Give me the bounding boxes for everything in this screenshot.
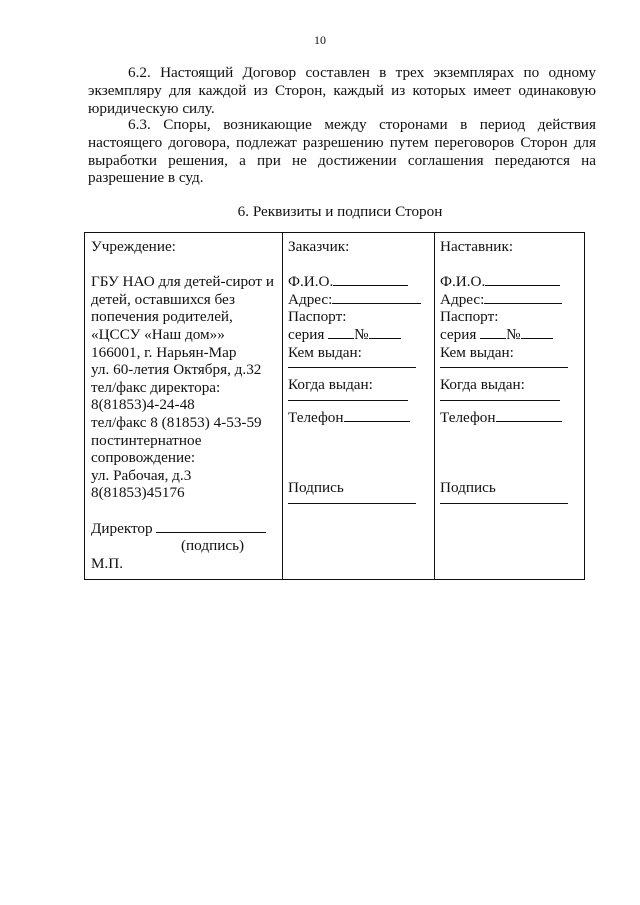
- mentor-phone-label: Телефон: [440, 408, 496, 426]
- customer-fio-label: Ф.И.О.: [288, 273, 334, 291]
- institution-line: постинтернатное: [91, 431, 202, 449]
- institution-line: тел/факс директора:: [91, 378, 221, 396]
- mentor-issued-when-field[interactable]: [440, 394, 560, 401]
- paragraph-6-3: 6.3. Споры, возникающие между сторонами в период действия настоящего договора, подлежат разрешению путем переговоров Сторон для выработки решения, а при не достижении соглашения передаются на разрешение в суд.: [88, 116, 596, 187]
- page-number: 10: [314, 33, 326, 47]
- signature-caption: (подпись): [181, 537, 245, 555]
- customer-signature-label: Подпись: [288, 479, 344, 497]
- mentor-signature-field[interactable]: [440, 497, 568, 504]
- customer-series-label: серия: [288, 325, 325, 343]
- institution-line: 8(81853)4-24-48: [91, 396, 195, 414]
- institution-line: 8(81853)45176: [91, 484, 185, 502]
- mentor-passport-label: Паспорт:: [440, 308, 499, 326]
- mentor-signature-label: Подпись: [440, 479, 496, 497]
- customer-address-label: Адрес:: [288, 290, 333, 308]
- mentor-number-label: №: [506, 325, 521, 343]
- institution-line: детей, оставшихся без: [91, 290, 235, 308]
- mentor-issued-when-label: Когда выдан:: [440, 376, 525, 394]
- customer-number-field[interactable]: [369, 326, 401, 339]
- director-label: Директор: [91, 519, 153, 537]
- mentor-number-field[interactable]: [521, 326, 553, 339]
- customer-heading: Заказчик:: [288, 238, 350, 255]
- customer-passport-label: Паспорт:: [288, 308, 347, 326]
- customer-phone-field[interactable]: [344, 409, 410, 422]
- institution-line: 166001, г. Нарьян-Мар: [91, 343, 237, 361]
- customer-issued-when-label: Когда выдан:: [288, 376, 373, 394]
- paragraph-6-2: 6.2. Настоящий Договор составлен в трех экземплярах по одному экземпляру для каждой из Сторон, каждый из которых имеет одинаковую юридическую силу.: [88, 64, 596, 117]
- customer-issued-by-label: Кем выдан:: [288, 343, 362, 361]
- mentor-column: [434, 233, 586, 579]
- section-title: 6. Реквизиты и подписи Сторон: [237, 203, 443, 220]
- customer-phone-label: Телефон: [288, 408, 344, 426]
- customer-issued-by-field[interactable]: [288, 361, 416, 368]
- mentor-fio-label: Ф.И.О.: [440, 273, 486, 291]
- mentor-heading: Наставник:: [440, 238, 514, 255]
- director-signature-field[interactable]: [156, 520, 266, 533]
- mentor-address-field[interactable]: [484, 291, 562, 304]
- institution-line: «ЦССУ «Наш дом»»: [91, 325, 225, 343]
- institution-line: ул. Рабочая, д.3: [91, 466, 192, 484]
- institution-line: ГБУ НАО для детей-сирот и: [91, 273, 274, 291]
- stamp-label: М.П.: [91, 554, 124, 572]
- institution-line: ул. 60-летия Октября, д.32: [91, 361, 262, 379]
- customer-number-label: №: [354, 325, 369, 343]
- institution-heading: Учреждение:: [91, 238, 176, 255]
- mentor-series-field[interactable]: [480, 326, 506, 339]
- customer-signature-field[interactable]: [288, 497, 416, 504]
- requisites-table: [84, 232, 585, 580]
- customer-issued-when-field[interactable]: [288, 394, 408, 401]
- customer-column: [282, 233, 434, 579]
- director-signature-line[interactable]: [91, 520, 282, 538]
- institution-line: сопровождение:: [91, 449, 196, 467]
- mentor-phone-field[interactable]: [496, 409, 562, 422]
- customer-address-field[interactable]: [332, 291, 421, 304]
- customer-series-field[interactable]: [328, 326, 354, 339]
- mentor-issued-by-field[interactable]: [440, 361, 568, 368]
- institution-line: попечения родителей,: [91, 308, 233, 326]
- customer-fio-field[interactable]: [333, 273, 408, 286]
- mentor-address-label: Адрес:: [440, 290, 485, 308]
- institution-line: тел/факс 8 (81853) 4-53-59: [91, 413, 262, 431]
- mentor-series-label: серия: [440, 325, 477, 343]
- mentor-issued-by-label: Кем выдан:: [440, 343, 514, 361]
- mentor-fio-field[interactable]: [485, 273, 560, 286]
- institution-column: [85, 233, 282, 579]
